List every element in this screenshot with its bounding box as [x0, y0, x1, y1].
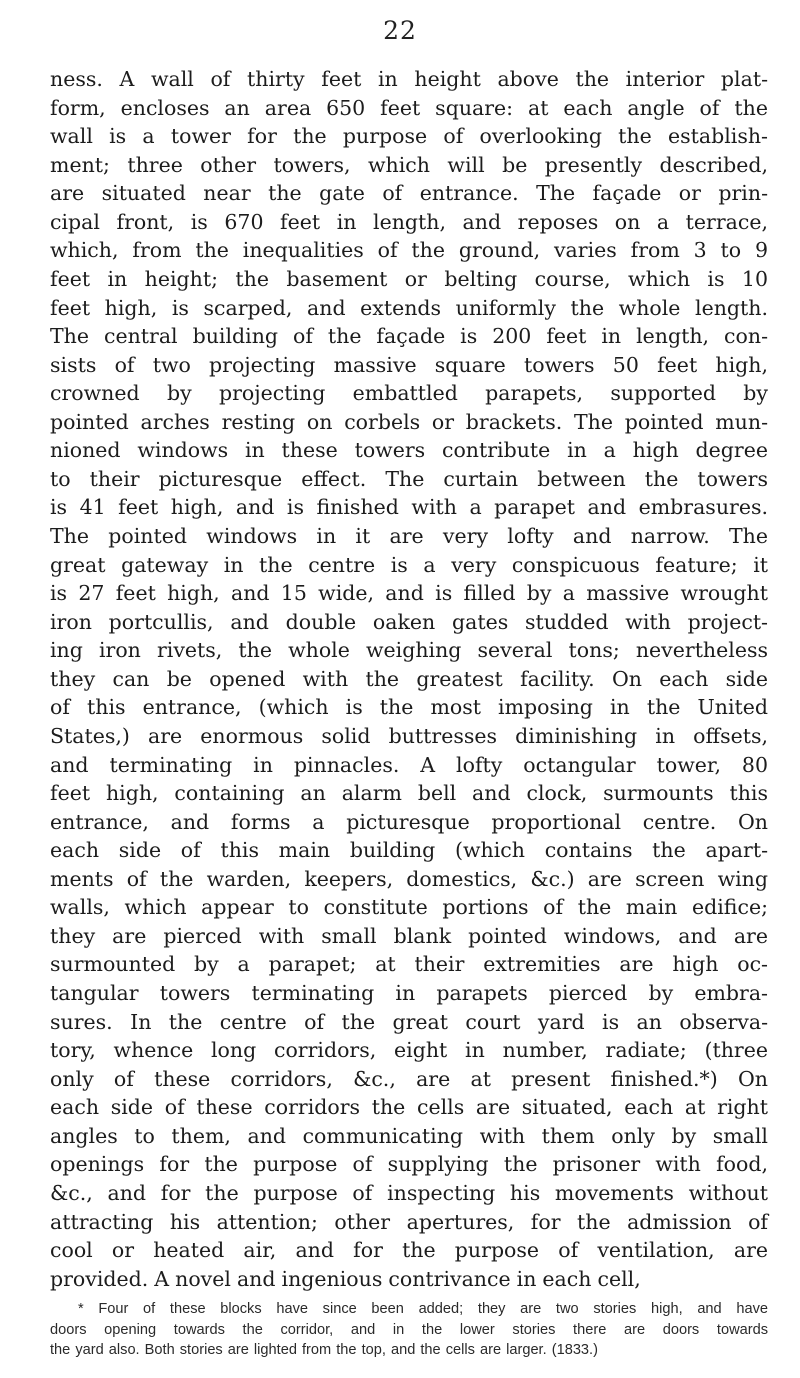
text-line: pointed arches resting on corbels or brackets. The pointed mun-: [50, 409, 768, 434]
text-line: States,) are enormous solid buttresses diminishing in offsets,: [50, 723, 768, 748]
text-line: surmounted by a parapet; at their extremities are high oc-: [50, 952, 768, 977]
text-line: sures. In the centre of the great court yard is an observa-: [50, 1009, 768, 1034]
text-line: feet high, containing an alarm bell and clock, surmounts this: [50, 781, 768, 806]
text-line: provided. A novel and ingenious contrivance in each cell,: [50, 1266, 641, 1291]
text-line: The central building of the façade is 200 feet in length, con-: [50, 324, 768, 349]
text-line: nioned windows in these towers contribute in a high degree: [50, 438, 768, 463]
footnote-line: * Four of these blocks have since been added; they are two stories high, and have: [78, 1301, 768, 1317]
text-line: ing iron rivets, the whole weighing several tons; nevertheless: [50, 638, 768, 663]
text-line: feet in height; the basement or belting course, which is 10: [50, 266, 768, 291]
text-line: of this entrance, (which is the most imposing in the United: [50, 695, 768, 720]
text-line: ness. A wall of thirty feet in height above the interior plat-: [50, 67, 768, 91]
text-line: they are pierced with small blank pointed windows, and are: [50, 923, 768, 948]
body-text: [50, 65, 768, 1293]
text-line: The pointed windows in it are very lofty and narrow. The: [50, 524, 768, 548]
text-line: openings for the purpose of supplying the prisoner with food,: [50, 1152, 768, 1177]
text-line: &c., and for the purpose of inspecting his movements without: [50, 1180, 768, 1205]
text-line: crowned by projecting embattled parapets, supported by: [50, 381, 768, 406]
text-line: tory, whence long corridors, eight in number, radiate; (three: [50, 1038, 768, 1063]
text-line: each side of this main building (which contains the apart-: [50, 838, 768, 863]
footnote-line: doors opening towards the corridor, and in the lower stories there are doors towards: [50, 1321, 768, 1338]
text-line: entrance, and forms a picturesque proportional centre. On: [50, 809, 768, 834]
text-line: ment; three other towers, which will be presently described,: [50, 152, 768, 177]
text-line: feet high, is scarped, and extends uniformly the whole length.: [50, 295, 768, 320]
page-number: 22: [383, 16, 417, 45]
text-line: cool or heated air, and for the purpose of ventilation, are: [50, 1238, 768, 1263]
text-line: tangular towers terminating in parapets pierced by embra-: [50, 981, 768, 1005]
text-line: sists of two projecting massive square towers 50 feet high,: [50, 352, 768, 377]
text-line: form, encloses an area 650 feet square: at each angle of the: [50, 95, 768, 120]
text-line: is 41 feet high, and is finished with a parapet and embrasures.: [50, 495, 768, 520]
text-line: is 27 feet high, and 15 wide, and is filled by a massive wrought: [50, 581, 768, 606]
text-line: ments of the warden, keepers, domestics, &c.) are screen wing: [50, 866, 768, 891]
footnote-line: the yard also. Both stories are lighted from the top, and the cells are larger. (1833.): [50, 1342, 598, 1359]
footnote: [50, 1299, 768, 1361]
text-line: angles to them, and communicating with them only by small: [50, 1123, 768, 1148]
text-line: iron portcullis, and double oaken gates studded with project-: [50, 609, 768, 634]
text-line: to their picturesque effect. The curtain between the towers: [50, 466, 768, 491]
text-line: cipal front, is 670 feet in length, and reposes on a terrace,: [50, 209, 768, 234]
text-line: each side of these corridors the cells are situated, each at right: [50, 1095, 768, 1120]
text-line: great gateway in the centre is a very conspicuous feature; it: [50, 552, 768, 577]
text-line: attracting his attention; other apertures, for the admission of: [50, 1209, 768, 1234]
text-line: are situated near the gate of entrance. The façade or prin-: [50, 181, 768, 206]
text-line: which, from the inequalities of the ground, varies from 3 to 9: [50, 238, 768, 263]
text-line: wall is a tower for the purpose of overlooking the establish-: [50, 124, 768, 149]
text-line: walls, which appear to constitute portions of the main edifice;: [50, 895, 768, 920]
text-line: only of these corridors, &c., are at present finished.*) On: [50, 1066, 768, 1091]
text-line: they can be opened with the greatest facility. On each side: [50, 666, 768, 691]
text-line: and terminating in pinnacles. A lofty octangular tower, 80: [50, 752, 768, 777]
